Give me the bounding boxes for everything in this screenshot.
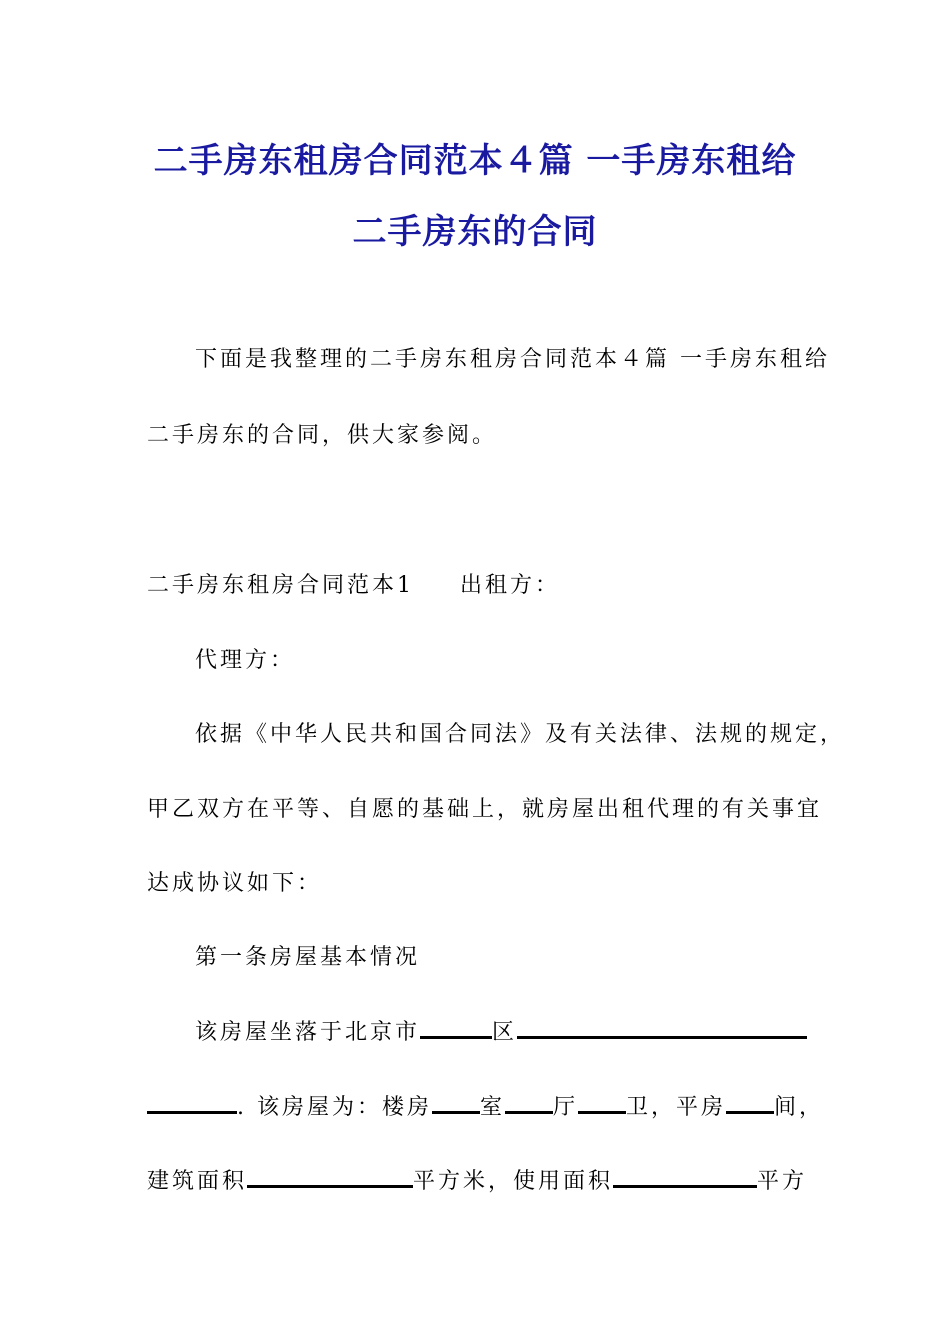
address-blank (517, 1018, 807, 1039)
hall-label: 厅 (553, 1095, 579, 1120)
use-area-blank (613, 1167, 757, 1188)
jian-label: 间， (774, 1095, 825, 1120)
use-area-label: 平方米，使用面积 (413, 1169, 614, 1194)
bath-label: 卫，平房 (626, 1095, 727, 1120)
lessor-label: 出租方： (460, 573, 561, 598)
section-1-heading-line (147, 571, 847, 601)
basis-line-1: 依据《中华人民共和国合同法》及有关法律、法规的规定， (195, 722, 846, 747)
house-type-prefix: . 该房屋为：楼房 (237, 1095, 432, 1120)
document-title-line-2: 二手房东的合同 (352, 212, 598, 252)
intro-line-1: 下面是我整理的二手房东租房合同范本４篇 一手房东租给 (195, 347, 830, 372)
city-district-blank (420, 1018, 492, 1039)
basis-line-2: 甲乙双方在平等、自愿的基础上，就房屋出租代理的有关事宜 (147, 797, 823, 822)
bungalow-count-blank (726, 1093, 774, 1114)
build-area-blank (247, 1167, 413, 1188)
section-1-heading: 二手房东租房合同范本1 (147, 573, 414, 598)
area-line (147, 1167, 847, 1197)
document-title-line-1: 二手房东租房合同范本４篇 一手房东租给 (153, 141, 797, 181)
address-continue-blank (147, 1093, 237, 1114)
hall-count-blank (505, 1093, 553, 1114)
room-label: 室 (480, 1095, 506, 1120)
district-label: 区 (492, 1020, 518, 1045)
location-prefix: 该房屋坐落于北京市 (195, 1020, 421, 1045)
intro-line-2: 二手房东的合同，供大家参阅。 (147, 423, 498, 448)
build-area-label: 建筑面积 (147, 1169, 248, 1194)
article-1-title: 第一条房屋基本情况 (195, 945, 421, 970)
house-type-line (147, 1093, 847, 1123)
basis-line-3: 达成协议如下： (147, 871, 323, 896)
room-count-blank (432, 1093, 480, 1114)
location-line (195, 1018, 895, 1048)
bath-count-blank (578, 1093, 626, 1114)
sqm-label: 平方 (757, 1169, 808, 1194)
agent-label: 代理方： (195, 648, 296, 673)
